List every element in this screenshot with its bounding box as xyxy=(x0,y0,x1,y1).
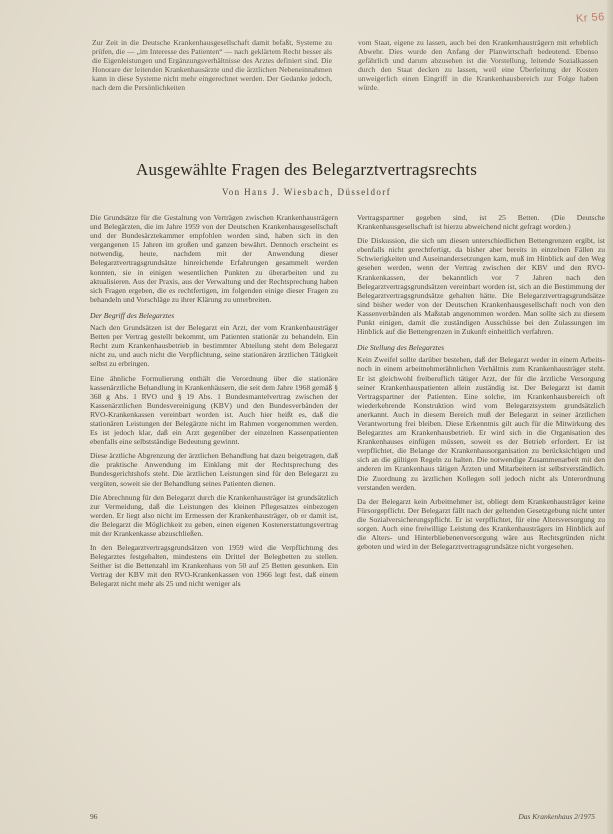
journal-reference: Das Krankenhaus 2/1975 xyxy=(518,812,595,821)
paragraph: Die Diskussion, die sich um diesen unterschiedlichen Bettengrenzen ergibt, ist ebenfalls nicht gerechtfertigt, da bisher aber bereits in einzelnen Fällen zu Schwierigkeiten und Auseinandersetzungen kam, muß im Hinblick auf den Weg gesehen werden, wenn der Vertrag zwischen der KBV und den RVO-Krankenkassen, der bekanntlich vor 7 Jahren nach den Belegarztvertragsgrundsätzen vereinbart worden ist, sich an die Bestimmung der Belegarztvertragsgrundsätze gehalten hätte. Die Belegarztvertragsgrundsätze sind bisher weder von der Deutschen Krankenhausgesellschaft noch von den Kassenverbänden als Maßstab angenommen worden. Man sollte sich zu diesem Punkt einigen, damit die zuständigen Ausschüsse bei den Zulassungen im Hinblick auf die Bettengrenzen in Zukunft einheitlich verfahren. xyxy=(357,236,605,337)
body-column-right xyxy=(357,213,605,556)
paragraph: Die Grundsätze für die Gestaltung von Verträgen zwischen Krankenhausträgern und Belegärzten, die im Jahre 1959 von der Deutschen Krankenhausgesellschaft und der Bundesärztekammer empfohlen worden sind, haben sich in den vergangenen 15 Jahren im großen und ganzen bewährt. Dennoch erscheint es notwendig, heute, nachdem mit der Anwendung dieser Belegarztvertragsgrundsätze hinreichende Erfahrungen gesammelt werden konnten, sie in einigen wesentlichen Punkten zu überarbeiten und zu aktualisieren. Aus der Praxis, aus der Verwaltung und der Rechtsprechung haben sich Fragen ergeben, die es rechtfertigen, im folgenden einige dieser Fragen zu behandeln und Vorschläge zu ihrer Klärung zu unterbreiten. xyxy=(90,213,338,304)
paragraph: Eine ähnliche Formulierung enthält die Verordnung über die stationäre kassenärztliche Behandlung in Krankenhäusern, die seit dem Jahre 1968 gemäß § 368 g Abs. 1 RVO und § 19 Abs. 1 Bundesmantelvertrag zwischen der Kassenärztlichen Bundesvereinigung (KBV) und den Bundesverbänden der RVO-Krankenkassen vereinbart worden ist. Auch hier heißt es, daß die stationären Leistungen der Belegärzte nicht im Rahmen vorgenommen werden. Es ist jedoch klar, daß ein Arzt gegenüber der einzelnen Kassenpatienten ebenfalls eine selbstständige Bedeutung gewinnt. xyxy=(90,373,338,447)
section-heading: Der Begriff des Belegarztes xyxy=(90,310,175,320)
article-title: Ausgewählte Fragen des Belegarztvertragsrechts xyxy=(135,160,478,179)
top-column-right: vom Staat, eigene zu lassen, auch bei den Krankenhausträgern mit erheblich Abwehr. Dies wurde den Anfang der Planwirtschaft bedeutend. Ebenso gefährlich und darum abzusehen ist die Vorstellung, leitende Sozialkassen durch den Staat decken zu lassen, weil eine Überleitung der Kosten unweigerlich einen Eingriff in die Krankenhausbereich zur Folge haben würde. xyxy=(358,38,598,92)
page-number: 96 xyxy=(90,812,98,821)
section-heading: Die Stellung des Belegarztes xyxy=(357,343,445,353)
paragraph: Vertragspartner gegeben sind, ist 25 Betten. (Die Deutsche Krankenhausgesellschaft ist hierzu abweichend nicht gefragt worden.) xyxy=(357,213,605,232)
paragraph: Nach den Grundsätzen ist der Belegarzt ein Arzt, der vom Krankenhausträger Betten per Vertrag gestellt bekommt, um Patienten stationär zu behandeln. Ein Recht zum Krankenhausbetrieb in bestimmter Abteilung steht dem Belegarzt nicht zu, und auch nicht die Verpflichtung, seine stationären ärztlichen Tätigkeit selbst zu erbringen. xyxy=(90,323,338,369)
paragraph: Die Abrechnung für den Belegarzt durch die Krankenhausträger ist grundsätzlich zur Vermeidung, daß die Leistungen des kleinen Pflegesatzes einbezogen werden. Er liegt also nicht im Ermessen der Krankenhausträger, ob er damit ist, die Belegarzt die Möglichkeit zu geben, einen eigenen Kostenerstattungsvertrag mit der Krankenkasse abzuschließen. xyxy=(90,492,338,538)
paragraph: Da der Belegarzt kein Arbeitnehmer ist, obliegt dem Krankenhausträger keine Fürsorgepflicht. Der Belegarzt fällt nach der geltenden Gesetzgebung nicht unter die Sozialversicherungspflicht. Er ist verpflichtet, für eine Altersversorgung zu sorgen. Auch eine freiwillige Leistung des Krankenhausträgers im Hinblick auf die Alters- und Hinterbliebenenversorgung wäre aus Rechtsgründen nicht geboten und wird in der Belegarztvertragsgrundsätze nicht vorgesehen. xyxy=(357,496,605,552)
paragraph: In den Belegarztvertragsgrundsätzen von 1959 wird die Verpflichtung des Belegarztes festgehalten, mindestens ein Drittel der Belegbetten zu stellen. Seither ist die Bettenzahl im Krankenhaus von 50 auf 25 Betten gesunken. Ein Vertrag der KBV mit den RVO-Krankenkassen von 1966 legt fest, daß einem Belegarzt nicht mehr als 25 und nicht weniger als xyxy=(90,543,338,589)
paragraph: Kein Zweifel sollte darüber bestehen, daß der Belegarzt weder in einem Arbeits- noch in einem arbeitnehmerähnlichen Verhältnis zum Krankenhausträger steht. Er ist gleichwohl freiberuflich tätiger Arzt, der für die ärztliche Versorgung seiner Krankenhauspatienten allein zuständig ist. Der Belegarzt ist damit Vertragspartner der Patienten. Eine solche, im Krankenhausbereich oft wiederkehrende Konstruktion wird vom Belegarztsystem grundsätzlich anerkannt. Auch in diesem Bereich muß der Belegarzt in seiner ärztlichen Verantwortung frei bleiben. Diese Erkenntnis gilt auch für die Mitwirkung des Belegarztes am Krankenhausbetrieb. Er wird sich in die Organisation des Krankenhauses einfügen müssen, soweit es der Betrieb erfordert. Er ist verpflichtet, die Belange der Krankenhausorganisation zu berücksichtigen und sich an die gültigen Regeln zu halten. Die notwendige Zusammenarbeit mit den anderen im Krankenhaus tätigen Ärzten und Mitarbeitern ist selbstverständlich. Die Zuordnung zu ärztlichen Kollegen soll jedoch nicht als Unterordnung verstanden werden. xyxy=(357,355,605,492)
page-edge-shadow xyxy=(607,0,613,834)
archive-stamp: Kr 56 xyxy=(575,11,606,25)
top-column-left: Zur Zeit in die Deutsche Krankenhausgesellschaft damit befaßt, Systeme zu prüfen, die — „im Interesse des Patienten“ — nach geklärtem Recht besser als die Eigenleistungen und Ergänzungsverhältnisse des Arztes definiert sind. Die Honorare der leitenden Krankenhausärzte und die ärztlichen Nebeneinnahmen kann in diese Systeme nicht mehr eingerechnet werden. Der Gedanke jedoch, nach dem die Persönlichkeiten xyxy=(92,38,332,92)
article-byline: Von Hans J. Wiesbach, Düsseldorf xyxy=(221,187,392,197)
body-column-left xyxy=(90,213,338,594)
paragraph: Diese ärztliche Abgrenzung der ärztlichen Behandlung hat dazu beigetragen, daß die praktische Anwendung im Einklang mit der Rechtsprechung des Bundesgerichtshofs steht. Die ärztlichen Leistungen sind für den Belegarzt zu vergüten, soweit sie der Behandlung seines Patienten dienen. xyxy=(90,451,338,488)
